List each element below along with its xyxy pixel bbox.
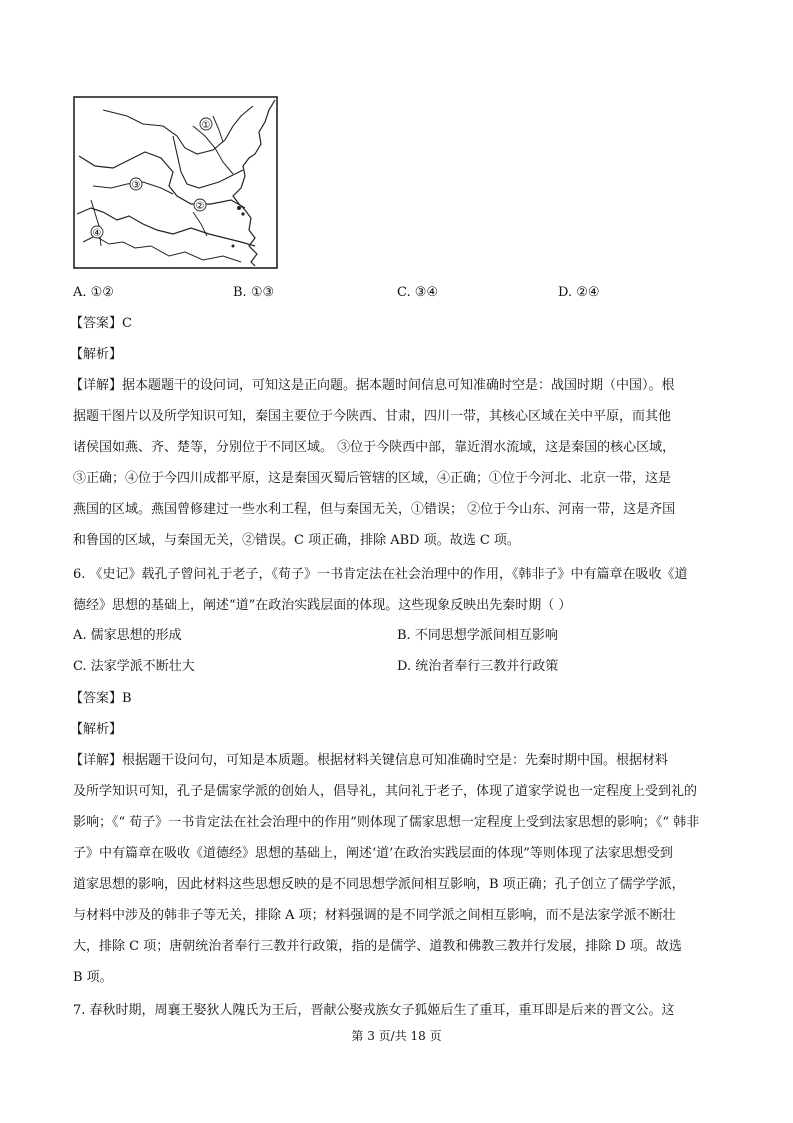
map-label-1 [200, 118, 212, 131]
q5-detail-line: 诸侯国如燕、齐、楚等，分别位于不同区域。 ③位于今陕西中部，靠近渭水流域，这是秦国的核心区域， [73, 440, 676, 455]
q6-detail-line: 影响；《“ 荀子》一书肯定法在社会治理中的作用”则体现了儒家思想一定程度上受到法家思想的影响；《“ 韩非 [73, 815, 700, 830]
page-number-footer: 第 3 页/共 18 页 [351, 1029, 442, 1043]
q7-stem-line: 7. 春秋时期，周襄王娶狄人隗氏为王后，晋献公娶戎族女子狐姬后生了重耳，重耳即是后来的晋文公。这 [73, 1003, 675, 1018]
q5-option-d: D. ②④ [558, 285, 600, 300]
q5-option-c: C. ③④ [397, 285, 439, 300]
q6-option-a: A. 儒家思想的形成 [73, 628, 182, 643]
map-label-3 [130, 178, 142, 191]
q5-answer: 【答案】C [70, 316, 132, 331]
q5-detail-line: 燕国的区域。燕国曾修建过一些水利工程，但与秦国无关，①错误； ②位于今山东、河南一带，这是齐国 [73, 502, 676, 517]
q5-detail-line: ③正确；④位于今四川成都平原，这是秦国灭蜀后管辖的区域，④正确；①位于今河北、北京一带，这是 [73, 471, 672, 486]
map-label-2 [194, 199, 206, 212]
q5-detail-line: 据题干图片以及所学知识可知，秦国主要位于今陕西、甘肃，四川一带，其核心区域在关中平原，而其他 [73, 409, 672, 424]
q6-option-c: C. 法家学派不断壮大 [73, 659, 195, 674]
q6-detail-line: 子》中有篇章在吸收《道德经》思想的基础上，阐述‘道’在政治实践层面的体现”等则体现了法家思想受到 [73, 846, 673, 861]
q6-detail-line: 【详解】根据题干设问句，可知是本质题。根据材料关键信息可知准确时空是：先秦时期中国。根据材料 [70, 753, 669, 768]
q6-detail-line: B 项。 [73, 970, 113, 985]
svg-text:④: ④ [92, 228, 102, 239]
q6-answer: 【答案】B [70, 691, 132, 706]
q5-detail-line: 【详解】据本题题干的设问词，可知这是正向题。据本题时间信息可知准确时空是：战国时期（中国）。根 [70, 378, 675, 393]
q6-option-d: D. 统治者奉行三教并行政策 [397, 659, 559, 674]
q6-stem-line: 德经》思想的基础上，阐述“道”在政治实践层面的体现。这些现象反映出先秦时期（ ） [73, 598, 572, 613]
q5-option-a: A. ①② [73, 285, 114, 300]
svg-text:①: ① [201, 120, 211, 131]
q5-analysis-heading: 【解析】 [70, 347, 123, 362]
q5-option-b: B. ①③ [233, 285, 275, 300]
q6-analysis-heading: 【解析】 [70, 722, 123, 737]
q6-detail-line: 道家思想的影响，因此材料这些思想反映的是不同思想学派间相互影响，B 项正确；孔子创立了儒学学派， [73, 877, 685, 892]
q6-detail-line: 大，排除 C 项；唐朝统治者奉行三教并行政策，指的是儒学、道教和佛教三教并行发展，排除 D 项。故选 [73, 939, 682, 954]
map-figure [73, 96, 278, 269]
q6-option-b: B. 不同思想学派间相互影响 [397, 628, 558, 643]
q5-detail-line: 和鲁国的区域，与秦国无关，②错误。C 项正确，排除 ABD 项。故选 C 项。 [73, 533, 520, 548]
svg-text:②: ② [195, 201, 205, 212]
q6-detail-line: 与材料中涉及的韩非子等无关，排除 A 项；材料强调的是不同学派之间相互影响，而不是法家学派不断壮 [73, 908, 676, 923]
q6-stem-line: 6. 《史记》载孔子曾问礼于老子，《荀子》一书肯定法在社会治理中的作用，《韩非子》中有篇章在吸收《道 [73, 567, 688, 582]
q6-detail-line: 及所学知识可知，孔子是儒家学派的创始人，倡导礼，其问礼于老子，体现了道家学说也一定程度上受到礼的 [73, 784, 698, 799]
svg-text:③: ③ [131, 180, 141, 191]
map-label-4 [91, 226, 103, 239]
